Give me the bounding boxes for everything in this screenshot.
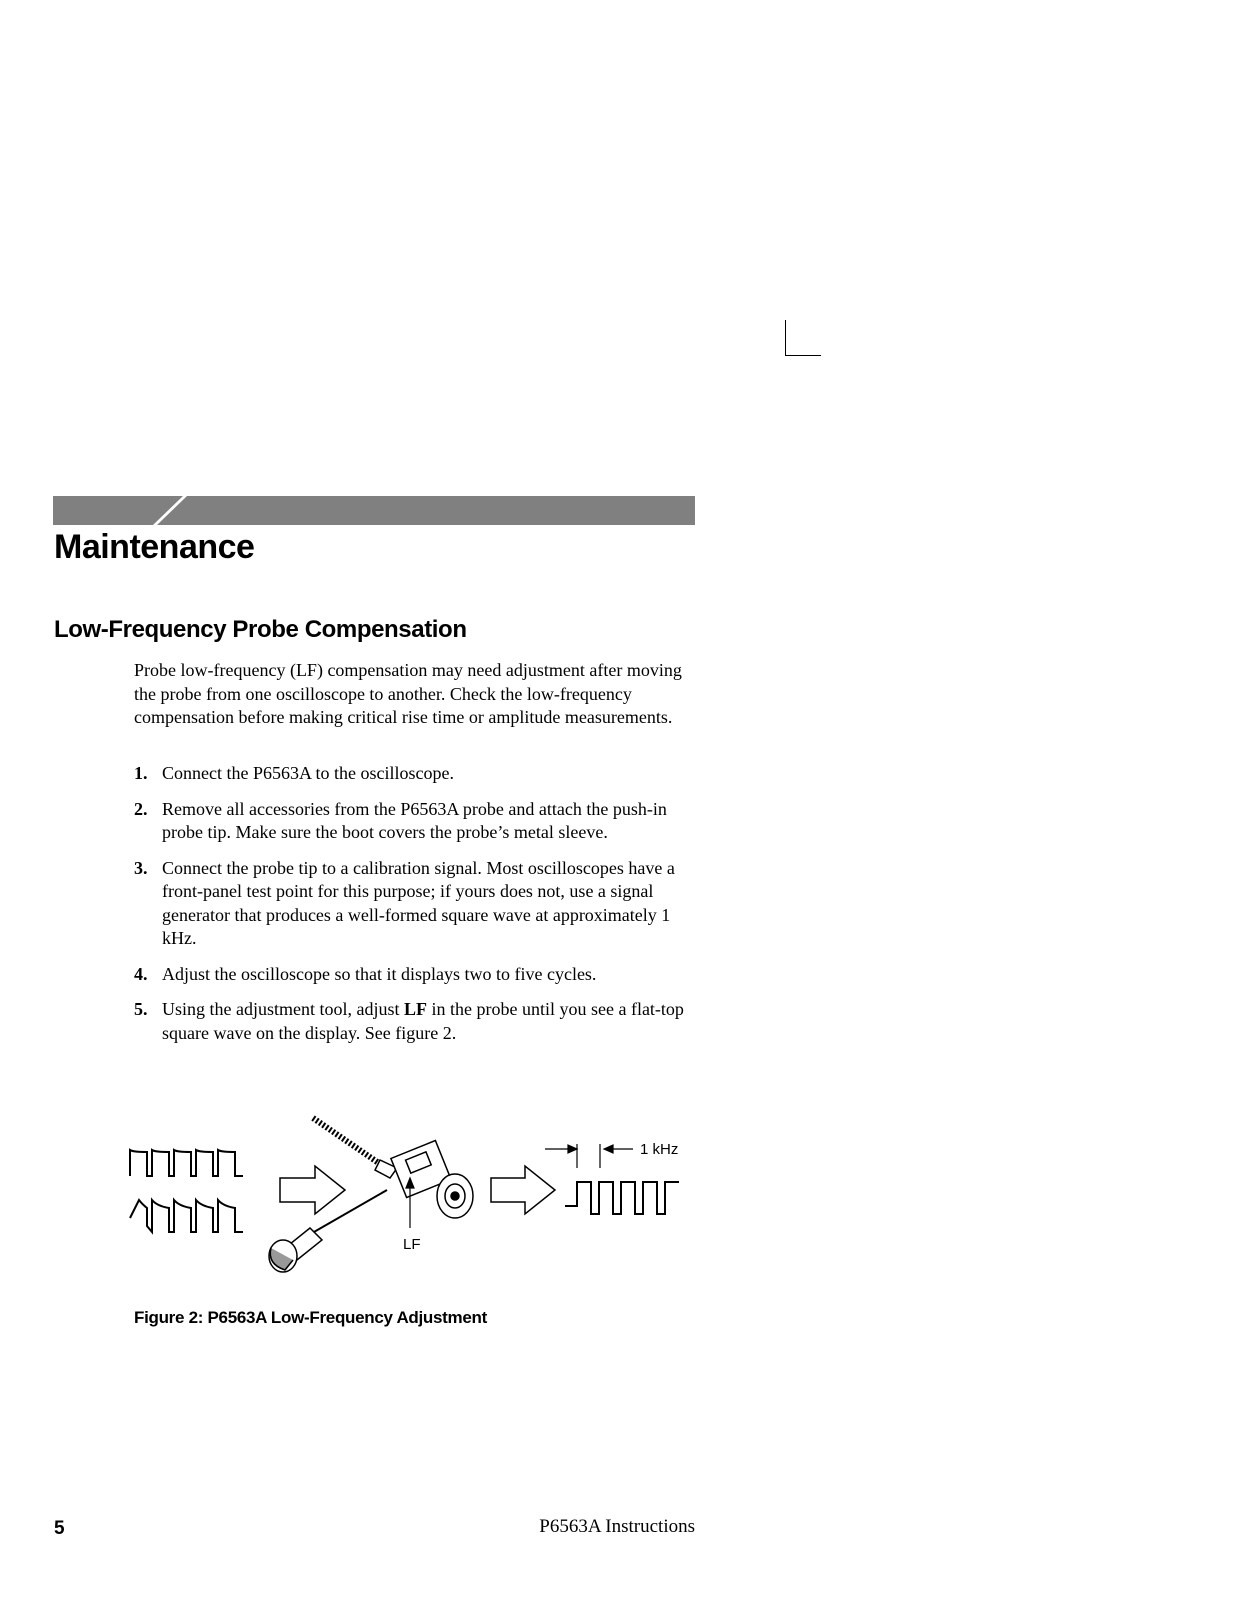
lf-keyword: LF (403, 999, 427, 1019)
section-bar (53, 496, 695, 525)
step-item (134, 963, 694, 987)
page-number: 5 (54, 1518, 65, 1539)
probe-icon (313, 1118, 473, 1218)
period-marker (545, 1144, 633, 1168)
procedure-steps (134, 762, 694, 1057)
figure-caption: Figure 2: P6563A Low-Frequency Adjustment (134, 1308, 487, 1327)
step-item (134, 798, 694, 845)
step-number: 3. (134, 857, 148, 878)
step-text: Adjust the oscilloscope so that it displays two to five cycles. (162, 963, 597, 984)
lf-pointer (406, 1178, 414, 1228)
crop-mark (785, 320, 821, 356)
step-text: Connect the probe tip to a calibration signal. Most oscilloscopes have a front-panel test point for this purpose; if yours does not, use a signal generator that produces a well-formed square wave at approximately 1 kHz. (162, 857, 675, 948)
frequency-label: 1 kHz (640, 1141, 679, 1158)
arrow-icon (491, 1166, 555, 1214)
step-text: Using the adjustment tool, adjust LF in the probe until you see a flat-top square wave on the display. See figure 2. (162, 999, 684, 1043)
intro-paragraph: Probe low-frequency (LF) compensation may need adjustment after moving the probe from one oscilloscope to another. Check the low-frequency compensation before making critical rise time or amplitude measurements. (134, 660, 682, 727)
lf-label: LF (403, 1236, 421, 1253)
step-item (134, 762, 694, 786)
undercompensated-waveform-icon (130, 1150, 243, 1232)
step-item (134, 998, 694, 1045)
step-number: 5. (134, 999, 148, 1019)
step-number: 4. (134, 963, 148, 984)
step-number: 2. (134, 798, 148, 819)
step-item (134, 857, 694, 951)
step-text: Connect the P6563A to the oscilloscope. (162, 763, 454, 783)
subsection-title: Low-Frequency Probe Compensation (54, 616, 467, 643)
section-title: Maintenance (54, 528, 255, 566)
step-number: 1. (134, 763, 148, 783)
arrow-icon (280, 1166, 345, 1214)
lf-adjustment-figure (125, 1108, 695, 1278)
step-text: Remove all accessories from the P6563A probe and attach the push-in probe tip. Make sure the boot covers the probe’s metal sleeve. (162, 798, 667, 842)
compensated-waveform-icon (565, 1182, 679, 1214)
document-title: P6563A Instructions (539, 1516, 695, 1537)
